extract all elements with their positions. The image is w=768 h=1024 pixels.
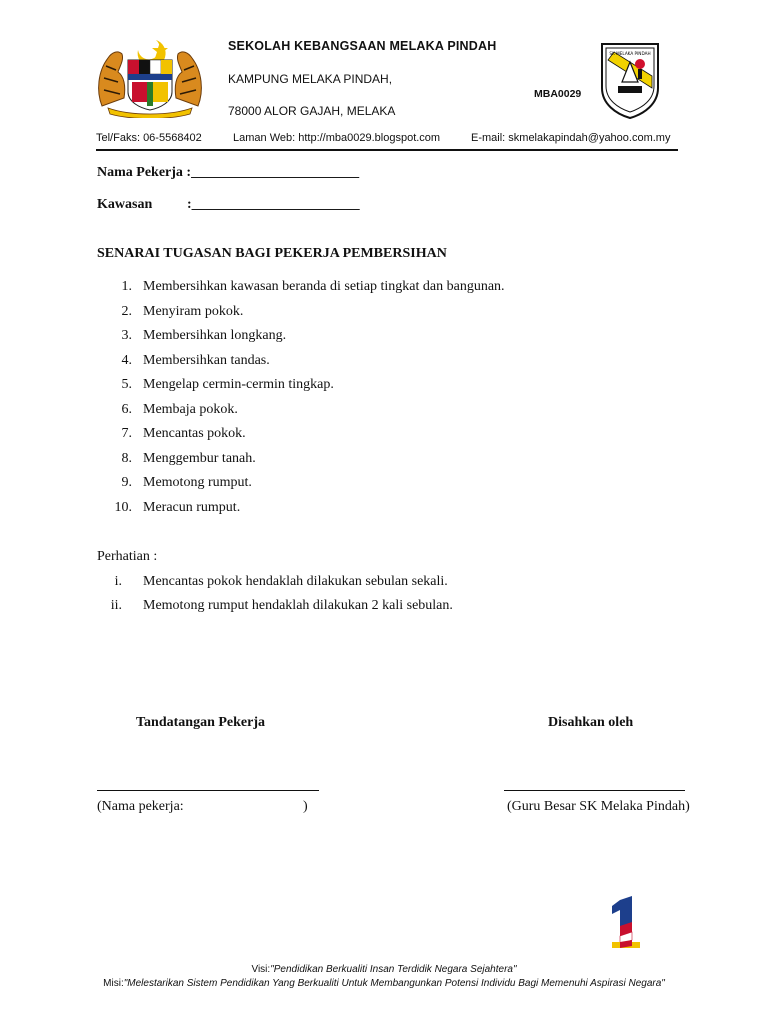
list-item-text: Menyiram pokok. bbox=[143, 304, 244, 319]
list-item-number: 8. bbox=[121, 451, 132, 466]
list-item-text: Menggembur tanah. bbox=[143, 451, 256, 466]
misi-label: Misi: bbox=[103, 978, 124, 989]
perhatian-label: Perhatian : bbox=[97, 549, 158, 564]
employee-name-close: ) bbox=[303, 799, 308, 814]
list-item-text: Membersihkan tandas. bbox=[143, 353, 270, 368]
employee-name-caption: (Nama pekerja: bbox=[97, 799, 184, 814]
header-divider bbox=[96, 149, 678, 151]
logo-text: SK MELAKA PINDAH bbox=[609, 51, 651, 56]
list-item-number: 2. bbox=[121, 304, 132, 319]
malaysia-coat-of-arms-icon bbox=[94, 36, 206, 118]
address-line-1: KAMPUNG MELAKA PINDAH, bbox=[228, 72, 393, 86]
visi-statement bbox=[0, 964, 768, 975]
misi-text: "Melestarikan Sistem Pendidikan Yang Berkualiti Untuk Membangunkan Potensi Individu Bagi Memenuhi Aspirasi Negara" bbox=[123, 978, 665, 989]
list-item-text: Mengelap cermin-cermin tingkap. bbox=[143, 377, 334, 392]
headmaster-signature-line bbox=[504, 790, 685, 791]
school-code: MBA0029 bbox=[534, 88, 582, 100]
list-item-text: Memotong rumput. bbox=[143, 475, 252, 490]
list-item-number: 9. bbox=[121, 475, 132, 490]
headmaster-caption: (Guru Besar SK Melaka Pindah) bbox=[507, 799, 690, 814]
note-text: Memotong rumput hendaklah dilakukan 2 kali sebulan. bbox=[143, 598, 453, 613]
task-list-title: SENARAI TUGASAN BAGI PEKERJA PEMBERSIHAN bbox=[97, 246, 447, 261]
visi-text: "Pendidikan Berkualiti Insan Terdidik Negara Sejahtera" bbox=[270, 964, 517, 975]
list-item-number: 6. bbox=[121, 402, 132, 417]
list-item-text: Mencantas pokok. bbox=[143, 426, 246, 441]
school-name: SEKOLAH KEBANGSAAN MELAKA PINDAH bbox=[228, 39, 497, 53]
list-item-text: Meracun rumput. bbox=[143, 500, 241, 515]
list-item-number: 1. bbox=[121, 279, 132, 294]
1malaysia-logo-icon bbox=[606, 896, 646, 950]
address-line-2: 78000 ALOR GAJAH, MELAKA bbox=[228, 104, 396, 118]
kawasan-label: Kawasan bbox=[97, 197, 153, 212]
note-text: Mencantas pokok hendaklah dilakukan sebulan sekali. bbox=[143, 574, 448, 589]
school-badge-icon bbox=[598, 40, 662, 120]
nama-pekerja-field: Nama Pekerja :________________________ bbox=[97, 165, 360, 180]
list-item-text: Membersihkan kawasan beranda di setiap tingkat dan bangunan. bbox=[143, 279, 505, 294]
employee-signature-label: Tandatangan Pekerja bbox=[136, 715, 266, 730]
list-item-text: Membaja pokok. bbox=[143, 402, 238, 417]
list-item-text: Membersihkan longkang. bbox=[143, 328, 287, 343]
tel-fax: Tel/Faks: 06-5568402 bbox=[96, 132, 202, 144]
list-item-number: 4. bbox=[121, 353, 132, 368]
misi-statement bbox=[0, 978, 768, 989]
kawasan-field-line: :________________________ bbox=[187, 197, 360, 212]
list-item-number: 5. bbox=[121, 377, 132, 392]
visi-label: Visi: bbox=[251, 964, 271, 975]
note-number: i. bbox=[114, 574, 122, 589]
note-number: ii. bbox=[110, 598, 122, 613]
list-item-number: 7. bbox=[121, 426, 132, 441]
employee-signature-line bbox=[97, 790, 319, 791]
email-link[interactable]: E-mail: skmelakapindah@yahoo.com.my bbox=[471, 132, 671, 144]
website-link[interactable]: Laman Web: http://mba0029.blogspot.com bbox=[233, 132, 441, 144]
list-item-number: 10. bbox=[114, 500, 132, 515]
list-item-number: 3. bbox=[121, 328, 132, 343]
verified-by-label: Disahkan oleh bbox=[548, 715, 634, 730]
